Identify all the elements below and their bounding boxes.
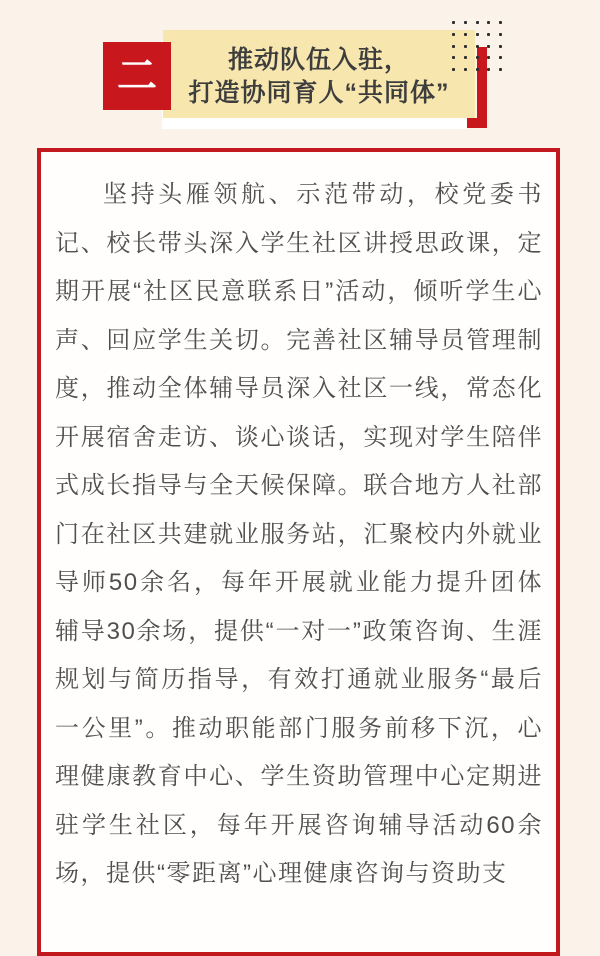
dot [476, 56, 479, 59]
dot [452, 33, 455, 36]
dot [476, 21, 479, 24]
dot [452, 21, 455, 24]
dot [464, 33, 467, 36]
dot [452, 45, 455, 48]
dot [464, 21, 467, 24]
body-paragraph: 坚持头雁领航、示范带动，校党委书记、校长带头深入学生社区讲授思政课，定期开展“社区民意联系日”活动，倾听学生心声、回应学生关切。完善社区辅导员管理制度，推动全体辅导员深入社区一线，常态化开展宿舍走访、谈心谈话，实现对学生陪伴式成长指导与全天候保障。联合地方人社部门在社区共建就业服务站，汇聚校内外就业导师50余名，每年开展就业能力提升团体辅导30余场，提供“一对一”政策咨询、生涯规划与简历指导，有效打通就业服务“最后一公里”。推动职能部门服务前移下沉，心理健康教育中心、学生资助管理中心定期进驻学生社区，每年开展咨询辅导活动60余场，提供“零距离”心理健康咨询与资助支 [55, 181, 543, 887]
dot [499, 33, 502, 36]
dot [464, 45, 467, 48]
dot [476, 68, 479, 71]
dots-pattern [452, 21, 502, 71]
dot [499, 45, 502, 48]
section-number: 二 [117, 54, 157, 98]
dot [452, 56, 455, 59]
dot [476, 33, 479, 36]
section-title-banner [163, 30, 475, 118]
dot [499, 68, 502, 71]
section-number-badge [103, 42, 171, 110]
section-header [0, 0, 600, 148]
dot [464, 56, 467, 59]
dot [476, 45, 479, 48]
section-title-line2: 打造协同育人“共同体” [188, 78, 450, 107]
dot [487, 33, 490, 36]
dot [499, 21, 502, 24]
bracket-decoration-foot [467, 118, 477, 128]
dot [499, 56, 502, 59]
dot [464, 68, 467, 71]
dot [487, 21, 490, 24]
dot [452, 68, 455, 71]
section-title-line1: 推动队伍入驻， [227, 45, 410, 74]
content-box [37, 148, 560, 956]
dot [487, 56, 490, 59]
dot [487, 68, 490, 71]
dot [487, 45, 490, 48]
